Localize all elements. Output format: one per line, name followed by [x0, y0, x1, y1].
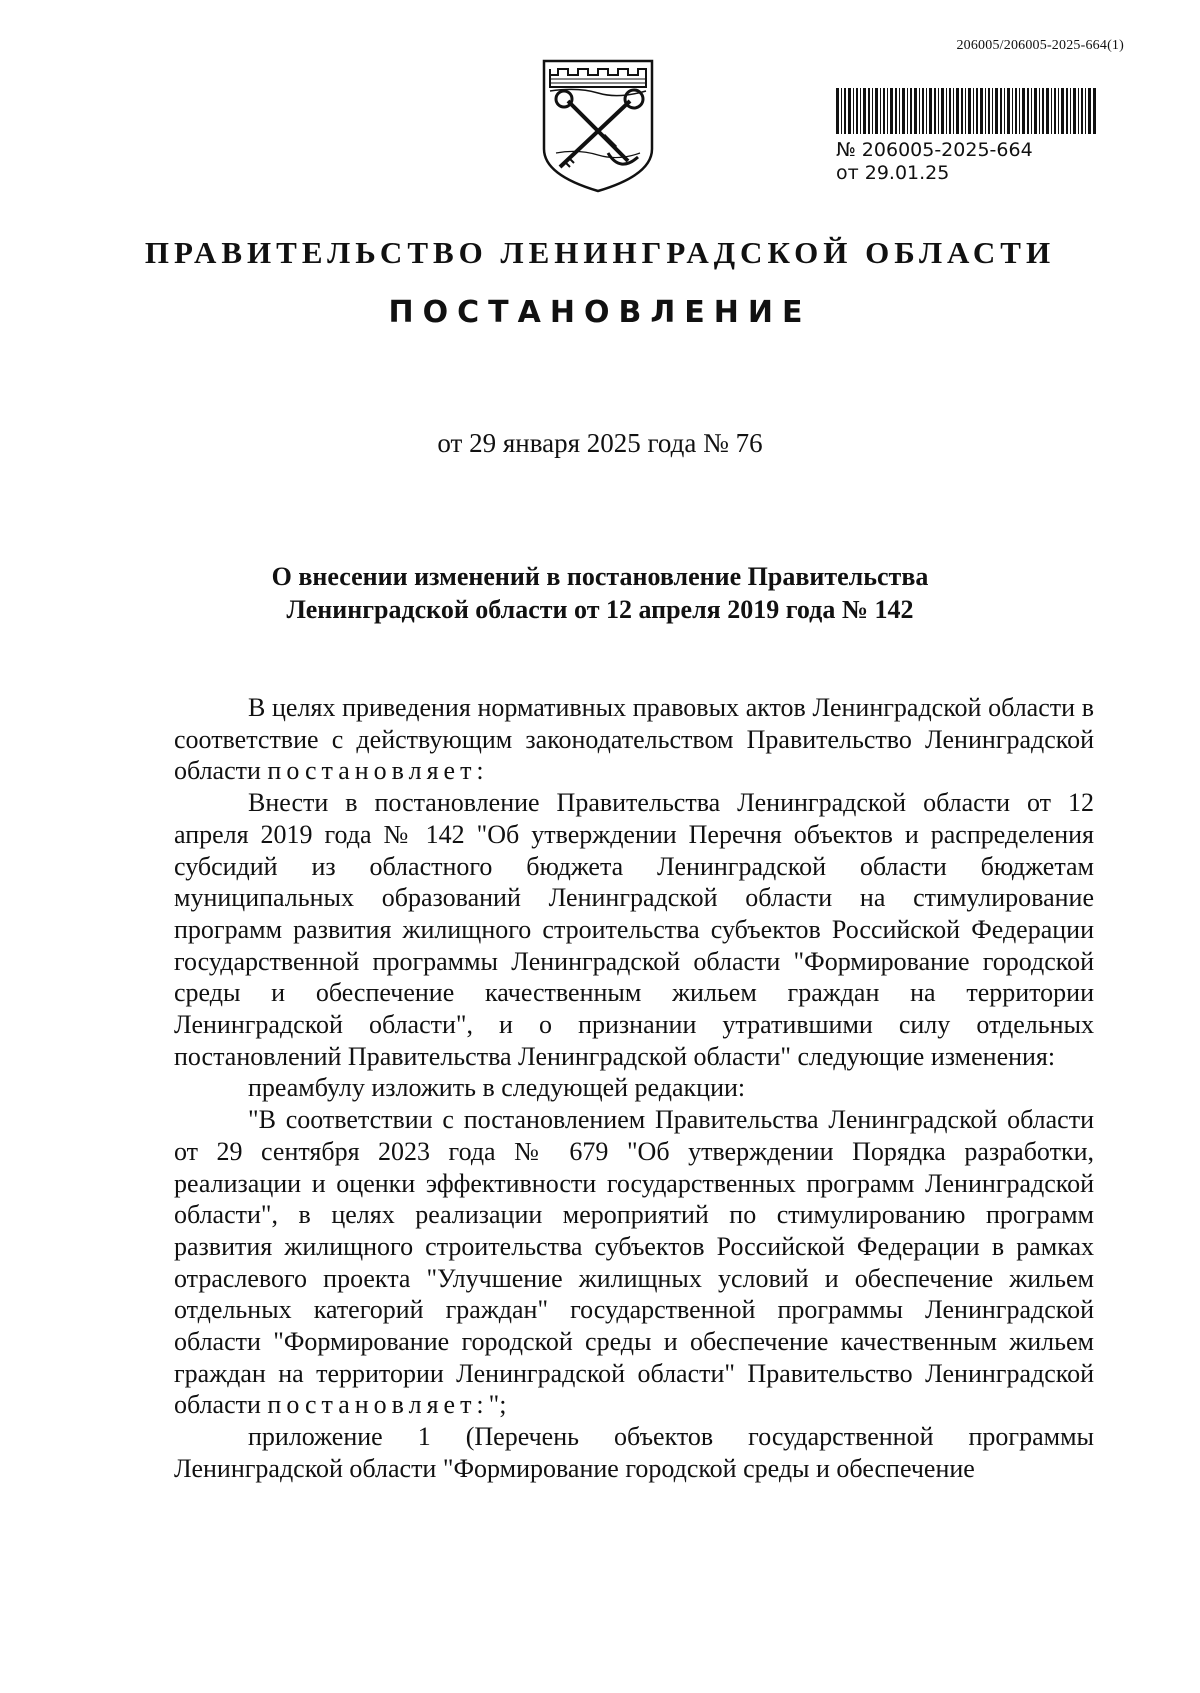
- resolves-keyword-quoted: постановляет:: [267, 1390, 489, 1420]
- resolves-keyword: постановляет:: [267, 756, 489, 786]
- government-title: ПРАВИТЕЛЬСТВО ЛЕНИНГРАДСКОЙ ОБЛАСТИ: [144, 235, 1056, 270]
- subject-line-2: Ленинградской области от 12 апреля 2019 года № 142: [286, 595, 914, 624]
- registration-stamp: 206005/206005-2025-664(1): [956, 38, 1124, 53]
- document-body: [174, 692, 1094, 1485]
- barcode-block: [836, 88, 1096, 184]
- registration-number: № 206005-2025-664: [836, 139, 1033, 161]
- paragraph-preamble: [174, 692, 1094, 787]
- paragraph-new-preamble-tail: ";: [488, 1390, 507, 1420]
- subject-line-1: О внесении изменений в постановление Правительства: [271, 562, 929, 591]
- coat-of-arms-icon: [538, 57, 658, 195]
- paragraph-new-preamble-text: "В соответствии с постановлением Правительства Ленинградской области от 29 сентября 2023 года № 679 "Об утверждении Порядка разработки, реализации и оценки эффективности государственных программ Ленинградской области", в целях реализации мероприятий по стимулированию программ развития жилищного строительства субъектов Российской Федерации в рамках отраслевого проекта "Улучшение жилищных условий и обеспечение жильем отдельных категорий граждан" государственной программы Ленинградской области "Формирование городской среды и обеспечение качественным жильем граждан на территории Ленинградской области" Правительство Ленинградской области: [174, 1105, 1094, 1420]
- barcode-icon: [836, 88, 1096, 134]
- paragraph-appendix: приложение 1 (Перечень объектов государственной программы Ленинградской области "Формирование городской среды и обеспечение: [174, 1422, 1094, 1483]
- document-type: ПОСТАНОВЛЕНИЕ: [388, 295, 812, 330]
- paragraph-amendment: Внести в постановление Правительства Ленинградской области от 12 апреля 2019 года № 142 "Об утверждении Перечня объектов и распределения субсидий из областного бюджета Ленинградской области бюджетам муниципальных образований Ленинградской области на стимулирование программ развития жилищного строительства субъектов Российской Федерации государственной программы Ленинградской области "Формирование городской среды и обеспечение качественным жильем граждан на территории Ленинградской области", и о признании утратившими силу отдельных постановлений Правительства Ленинградской области" следующие изменения:: [174, 788, 1094, 1071]
- paragraph-preamble-text: В целях приведения нормативных правовых актов Ленинградской области в соответствие с действующим законодательством Правительство Ленинградской области: [174, 693, 1094, 786]
- paragraph-preamble-instruction: преамбулу изложить в следующей редакции:: [248, 1073, 746, 1103]
- paragraph-new-preamble: [174, 1104, 1094, 1421]
- document-date-line: от 29 января 2025 года № 76: [437, 428, 763, 458]
- registration-date: от 29.01.25: [836, 162, 950, 184]
- document-subject: [0, 560, 1200, 626]
